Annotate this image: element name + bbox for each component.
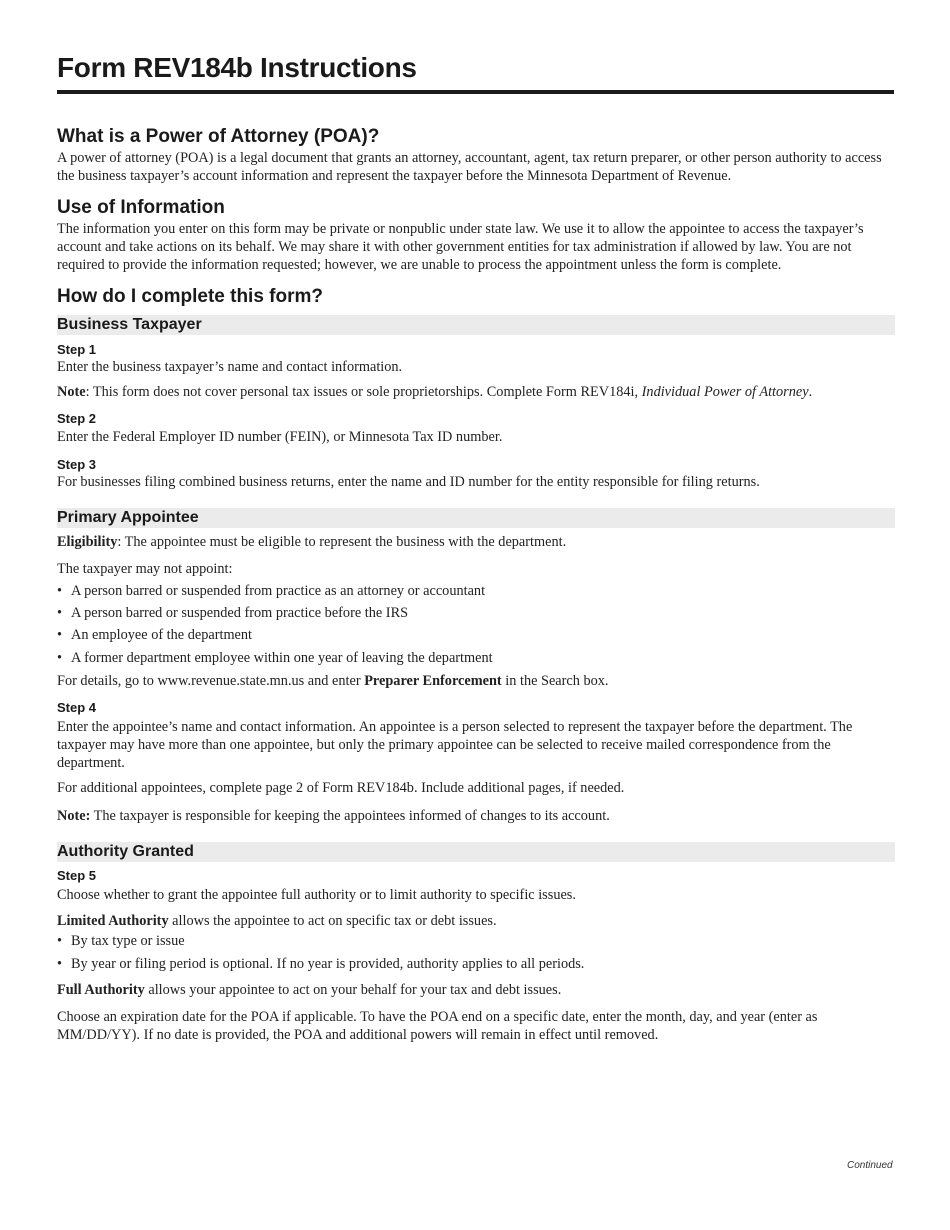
- step5-text: Choose whether to grant the appointee full authority or to limit authority to specific issues.: [57, 887, 576, 903]
- preparer-enforcement: Preparer Enforcement: [364, 673, 502, 689]
- primary-note-text: The taxpayer is responsible for keeping the appointees informed of changes to its account.: [90, 808, 610, 824]
- list-item: • By tax type or issue: [57, 933, 185, 949]
- step1-text: Enter the business taxpayer’s name and contact information.: [57, 359, 403, 375]
- primary-note: [57, 807, 887, 825]
- list-item: • A person barred or suspended from practice before the IRS: [57, 605, 409, 621]
- eligibility-text: [57, 533, 887, 551]
- continued-label: Continued: [847, 1160, 893, 1171]
- poa-text: A power of attorney (POA) is a legal document that grants an attorney, accountant, agent, tax return preparer, or other person authority to access the business taxpayer’s account information and represent the taxpayer before the Minnesota Department of Revenue.: [57, 150, 882, 184]
- step3-label: Step 3: [57, 457, 97, 472]
- business-note: [57, 383, 887, 401]
- list-item: • An employee of the department: [57, 627, 253, 643]
- authority-granted-band: [57, 842, 895, 862]
- business-taxpayer-band: [57, 315, 895, 335]
- use-info-heading: Use of Information: [57, 197, 225, 218]
- use-info-text: The information you enter on this form may be private or nonpublic under state law. We use it to allow the appointee to access the taxpayer’s account and take actions on its behalf. We may share it with other government entities for tax administration if allowed by law. You are not required to provide the information requested; however, we are unable to process the appointment unless the form is complete.: [57, 221, 864, 273]
- full-authority: Full Authority allows your appointee to act on your behalf for your tax and debt issues.: [57, 982, 562, 998]
- list-item: • By year or filing period is optional. If no year is provided, authority applies to all periods.: [57, 956, 585, 972]
- poa-heading: What is a Power of Attorney (POA)?: [57, 126, 380, 147]
- eligibility-label: Eligibility: [57, 534, 118, 550]
- list-item: • A former department employee within one year of leaving the department: [57, 650, 493, 666]
- limited-authority-label: Limited Authority: [57, 913, 169, 929]
- step1-label: Step 1: [57, 342, 97, 357]
- full-authority-label: Full Authority: [57, 982, 145, 998]
- additional-appointees: For additional appointees, complete page 2 of Form REV184b. Include additional pages, if needed.: [57, 780, 625, 796]
- page-title: Form REV184b Instructions: [57, 52, 417, 83]
- step5-label: Step 5: [57, 868, 97, 883]
- step3-text: For businesses filing combined business returns, enter the name and ID number for the entity responsible for filing returns.: [57, 474, 760, 490]
- step2-label: Step 2: [57, 411, 97, 426]
- business-note-label: Note: [57, 384, 86, 400]
- eligibility-body: : The appointee must be eligible to represent the business with the department.: [117, 534, 567, 550]
- step4-text: Enter the appointee’s name and contact information. An appointee is a person selected to represent the taxpayer before the department. The taxpayer may have more than one appointee, but only the primary appointee can be selected to receive mailed correspondence from the department.: [57, 719, 853, 771]
- step2-text: Enter the Federal Employer ID number (FEIN), or Minnesota Tax ID number.: [57, 429, 503, 445]
- details-text: For details, go to www.revenue.state.mn.us and enter Preparer Enforcement in the Search box.: [57, 673, 609, 689]
- expiration-text: Choose an expiration date for the POA if applicable. To have the POA end on a specific date, enter the month, day, and year (enter as MM/DD/YY). If no date is provided, the POA and additional powers will remain in effect until removed.: [57, 1009, 818, 1043]
- how-heading: How do I complete this form?: [57, 286, 324, 307]
- may-not-appoint: The taxpayer may not appoint:: [57, 561, 233, 577]
- primary-note-label: Note:: [57, 808, 91, 824]
- primary-appointee-heading: Primary Appointee: [57, 509, 199, 526]
- step4-label: Step 4: [57, 700, 97, 715]
- business-taxpayer-heading: Business Taxpayer: [57, 316, 202, 333]
- authority-granted-heading: Authority Granted: [57, 843, 194, 860]
- primary-appointee-band: [57, 508, 895, 528]
- business-note-end: .: [808, 384, 813, 400]
- business-note-italic: Individual Power of Attorney: [641, 384, 809, 400]
- title-rule: [57, 90, 894, 94]
- business-note-text: : This form does not cover personal tax issues or sole proprietorships. Complete Form REV184i,: [85, 384, 642, 400]
- limited-authority: Limited Authority allows the appointee to act on specific tax or debt issues.: [57, 913, 497, 929]
- list-item: • A person barred or suspended from practice as an attorney or accountant: [57, 583, 486, 599]
